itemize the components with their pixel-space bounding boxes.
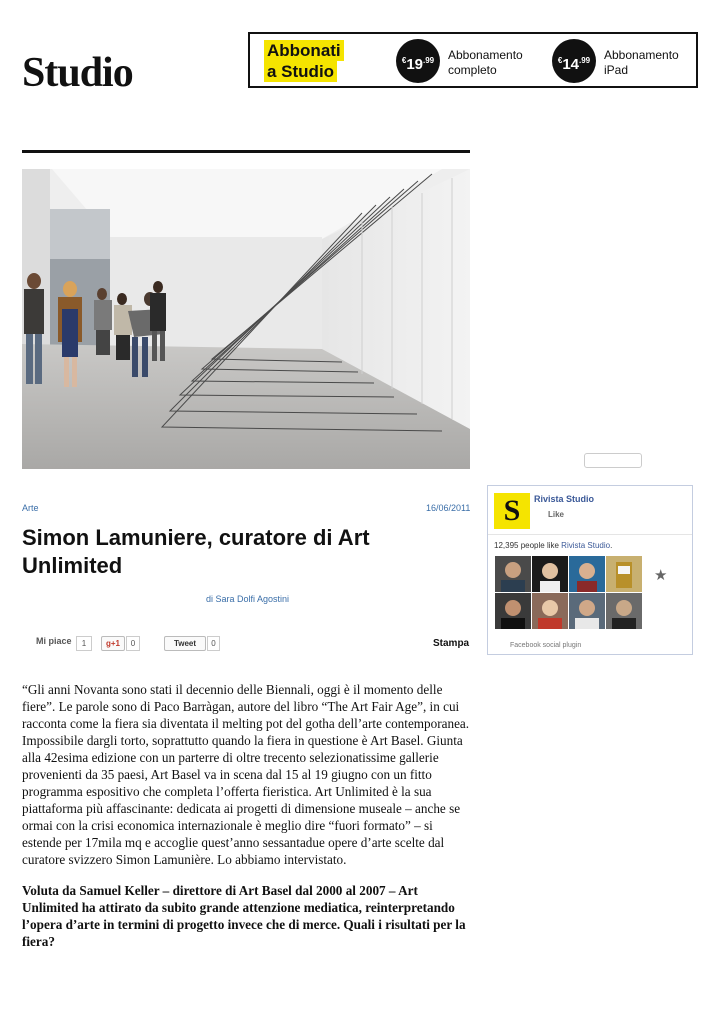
fan-avatar[interactable] xyxy=(495,593,531,629)
subscribe-banner[interactable] xyxy=(248,32,698,88)
fan-avatar[interactable] xyxy=(569,593,605,629)
fb-page-name[interactable]: Rivista Studio xyxy=(534,494,595,504)
rivista-studio-logo-icon[interactable]: S xyxy=(494,493,530,529)
gplus-count: 0 xyxy=(126,636,140,651)
price-complete[interactable]: $^€19^{.99}$ xyxy=(396,39,440,83)
article-category[interactable]: Arte xyxy=(22,503,39,513)
fan-avatar[interactable] xyxy=(606,556,642,592)
fan-avatar[interactable] xyxy=(532,556,568,592)
fb-like-button[interactable]: Like xyxy=(548,510,565,519)
site-logo[interactable]: Studio xyxy=(22,50,133,96)
fan-avatar[interactable] xyxy=(532,593,568,629)
article-paragraph-1: “Gli anni Novanta sono stati il decennio delle Biennali, oggi è il momento delle fiere”. Le parole sono di Paco Barràgan, autore del libro “The Art Fair Age”, in cui racconta come la fiera sia diventata il melting pot del gotha dell’arte contemporanea. Impossibile dargli torto, soprattutto quando la fiera in questione è Art Basel. Giunta alla 42esima edizione con un parterre di oltre trecento selezionatissime gallerie provenienti da 35 paesi, Art Basel va in scena dal 15 al 19 giugno con un fitto programma espositivo che completa l’offerta fieristica. Art Unlimited è la sua piattaforma più affascinante: dedicata ai progetti di dimensione museale – anche se ormai con la crisi economica internazionale è meglio dire “fuori formato” – si estende per 17mila mq e accoglie quest’anno sessantadue opere d’arte scelte dal curatore svizzero Simon Lamunière. Lo abbiamo intervistato. xyxy=(22,682,470,867)
fan-avatar[interactable] xyxy=(606,593,642,629)
like-label: Mi piace xyxy=(36,636,72,646)
facebook-like-box[interactable] xyxy=(487,485,693,655)
gplus-button[interactable]: g+1 xyxy=(101,636,125,651)
promo-line-2: a Studio xyxy=(264,61,337,82)
article-author[interactable]: di Sara Dolfi Agostini xyxy=(206,594,290,604)
hero-illustration xyxy=(22,169,470,469)
facebook-like-share[interactable] xyxy=(36,636,72,652)
plan-complete-label[interactable]: Abbonamento completo xyxy=(448,48,523,77)
gplus-icon: g xyxy=(105,639,111,648)
interview-question: Voluta da Samuel Keller – direttore di Art Basel dal 2000 al 2007 – Art Unlimited ha attirato da subito grande attenzione mediatica, reinterpretando l’opera d’arte in termini di progetto invece che di merce. Quali i risultati per la fiera? xyxy=(22,883,466,949)
fan-avatar[interactable] xyxy=(495,556,531,592)
fb-like-count: 12,395 people like Rivista Studio. xyxy=(494,541,613,550)
article-date: 16/06/2011 xyxy=(426,503,471,513)
like-count: 1 xyxy=(76,636,92,651)
star-icon: ★ xyxy=(654,567,668,584)
price-ipad[interactable]: $^€14^{.99}$ xyxy=(552,39,596,83)
print-link[interactable]: Stampa xyxy=(433,638,470,649)
facebook-widget-stub xyxy=(584,453,642,468)
fb-page-link[interactable]: Rivista Studio xyxy=(561,541,611,550)
tweet-button[interactable]: Tweet xyxy=(164,636,206,651)
tweet-count: 0 xyxy=(207,636,220,651)
fan-avatar[interactable] xyxy=(569,556,605,592)
subscribe-promo[interactable] xyxy=(264,40,344,82)
fb-divider xyxy=(488,534,692,535)
header-divider xyxy=(22,150,470,153)
fb-plugin-label[interactable]: Facebook social plugin xyxy=(510,642,582,649)
article-hero-image xyxy=(22,169,470,469)
article-title: Simon Lamuniere, curatore di Art Unlimited xyxy=(22,525,370,578)
promo-line-1: Abbonati xyxy=(264,40,344,61)
article-body xyxy=(22,681,472,868)
plan-ipad-label[interactable]: Abbonamento iPad xyxy=(604,48,679,77)
